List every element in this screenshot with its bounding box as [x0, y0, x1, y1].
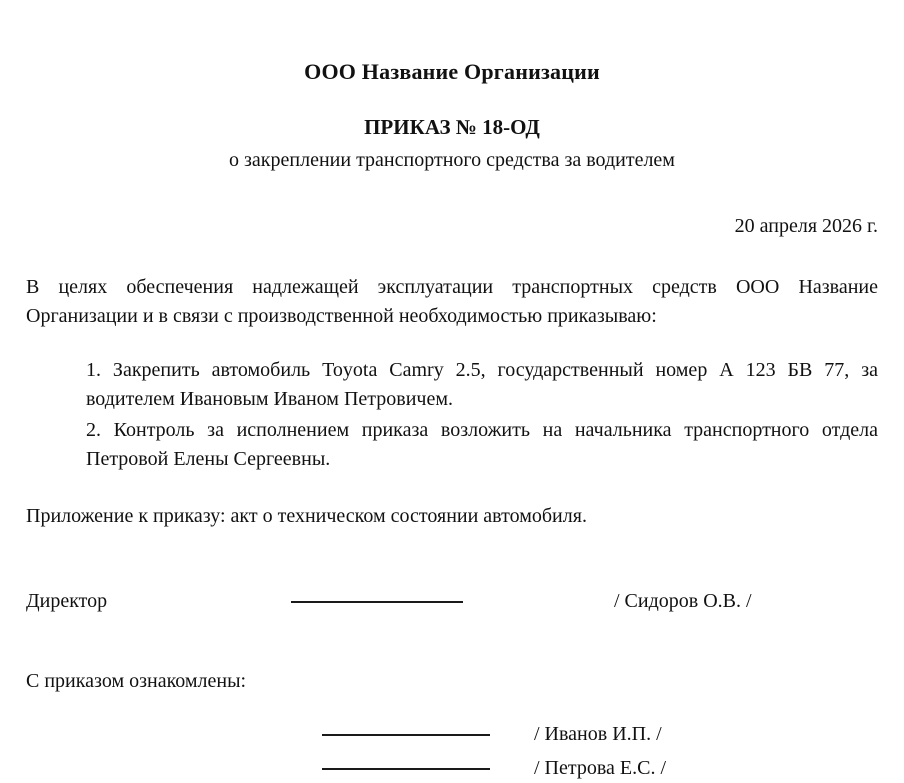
director-signature-row	[26, 531, 878, 615]
acknowledgement-list	[26, 695, 878, 783]
order-subject: о закреплении транспортного средства за водителем	[229, 148, 675, 171]
organization-name: ООО Название Организации	[304, 59, 600, 84]
order-title: ПРИКАЗ № 18-ОД	[364, 114, 540, 139]
acknowledgement-signature-line[interactable]	[322, 768, 490, 770]
acknowledgement-signer-name: / Иванов И.П. /	[534, 722, 662, 745]
director-signature-line[interactable]	[291, 601, 463, 603]
acknowledgement-row	[26, 720, 878, 748]
director-name: / Сидоров О.В. /	[614, 589, 752, 612]
order-date: 20 апреля 2026 г.	[734, 214, 878, 237]
order-clause: 2. Контроль за исполнением приказа возложить на начальника транспортного отдела Петровой Елены Сергеевны.	[86, 418, 878, 470]
acknowledgement-heading: С приказом ознакомлены:	[26, 669, 247, 692]
order-attachment: Приложение к приказу: акт о техническом состоянии автомобиля.	[26, 504, 587, 527]
order-preamble: В целях обеспечения надлежащей эксплуатации транспортных средств ООО Название Организации и в связи с производственной необходимостью приказываю:	[26, 275, 878, 327]
acknowledgement-row	[26, 754, 878, 782]
director-role-label: Директор	[26, 589, 108, 612]
order-clause: 1. Закрепить автомобиль Toyota Camry 2.5, государственный номер А 123 БВ 77, за водителем Ивановым Иваном Петровичем.	[86, 358, 878, 410]
acknowledgement-signature-line[interactable]	[322, 734, 490, 736]
order-clause-list	[26, 331, 878, 474]
acknowledgement-signer-name: / Петрова Е.С. /	[534, 757, 667, 780]
